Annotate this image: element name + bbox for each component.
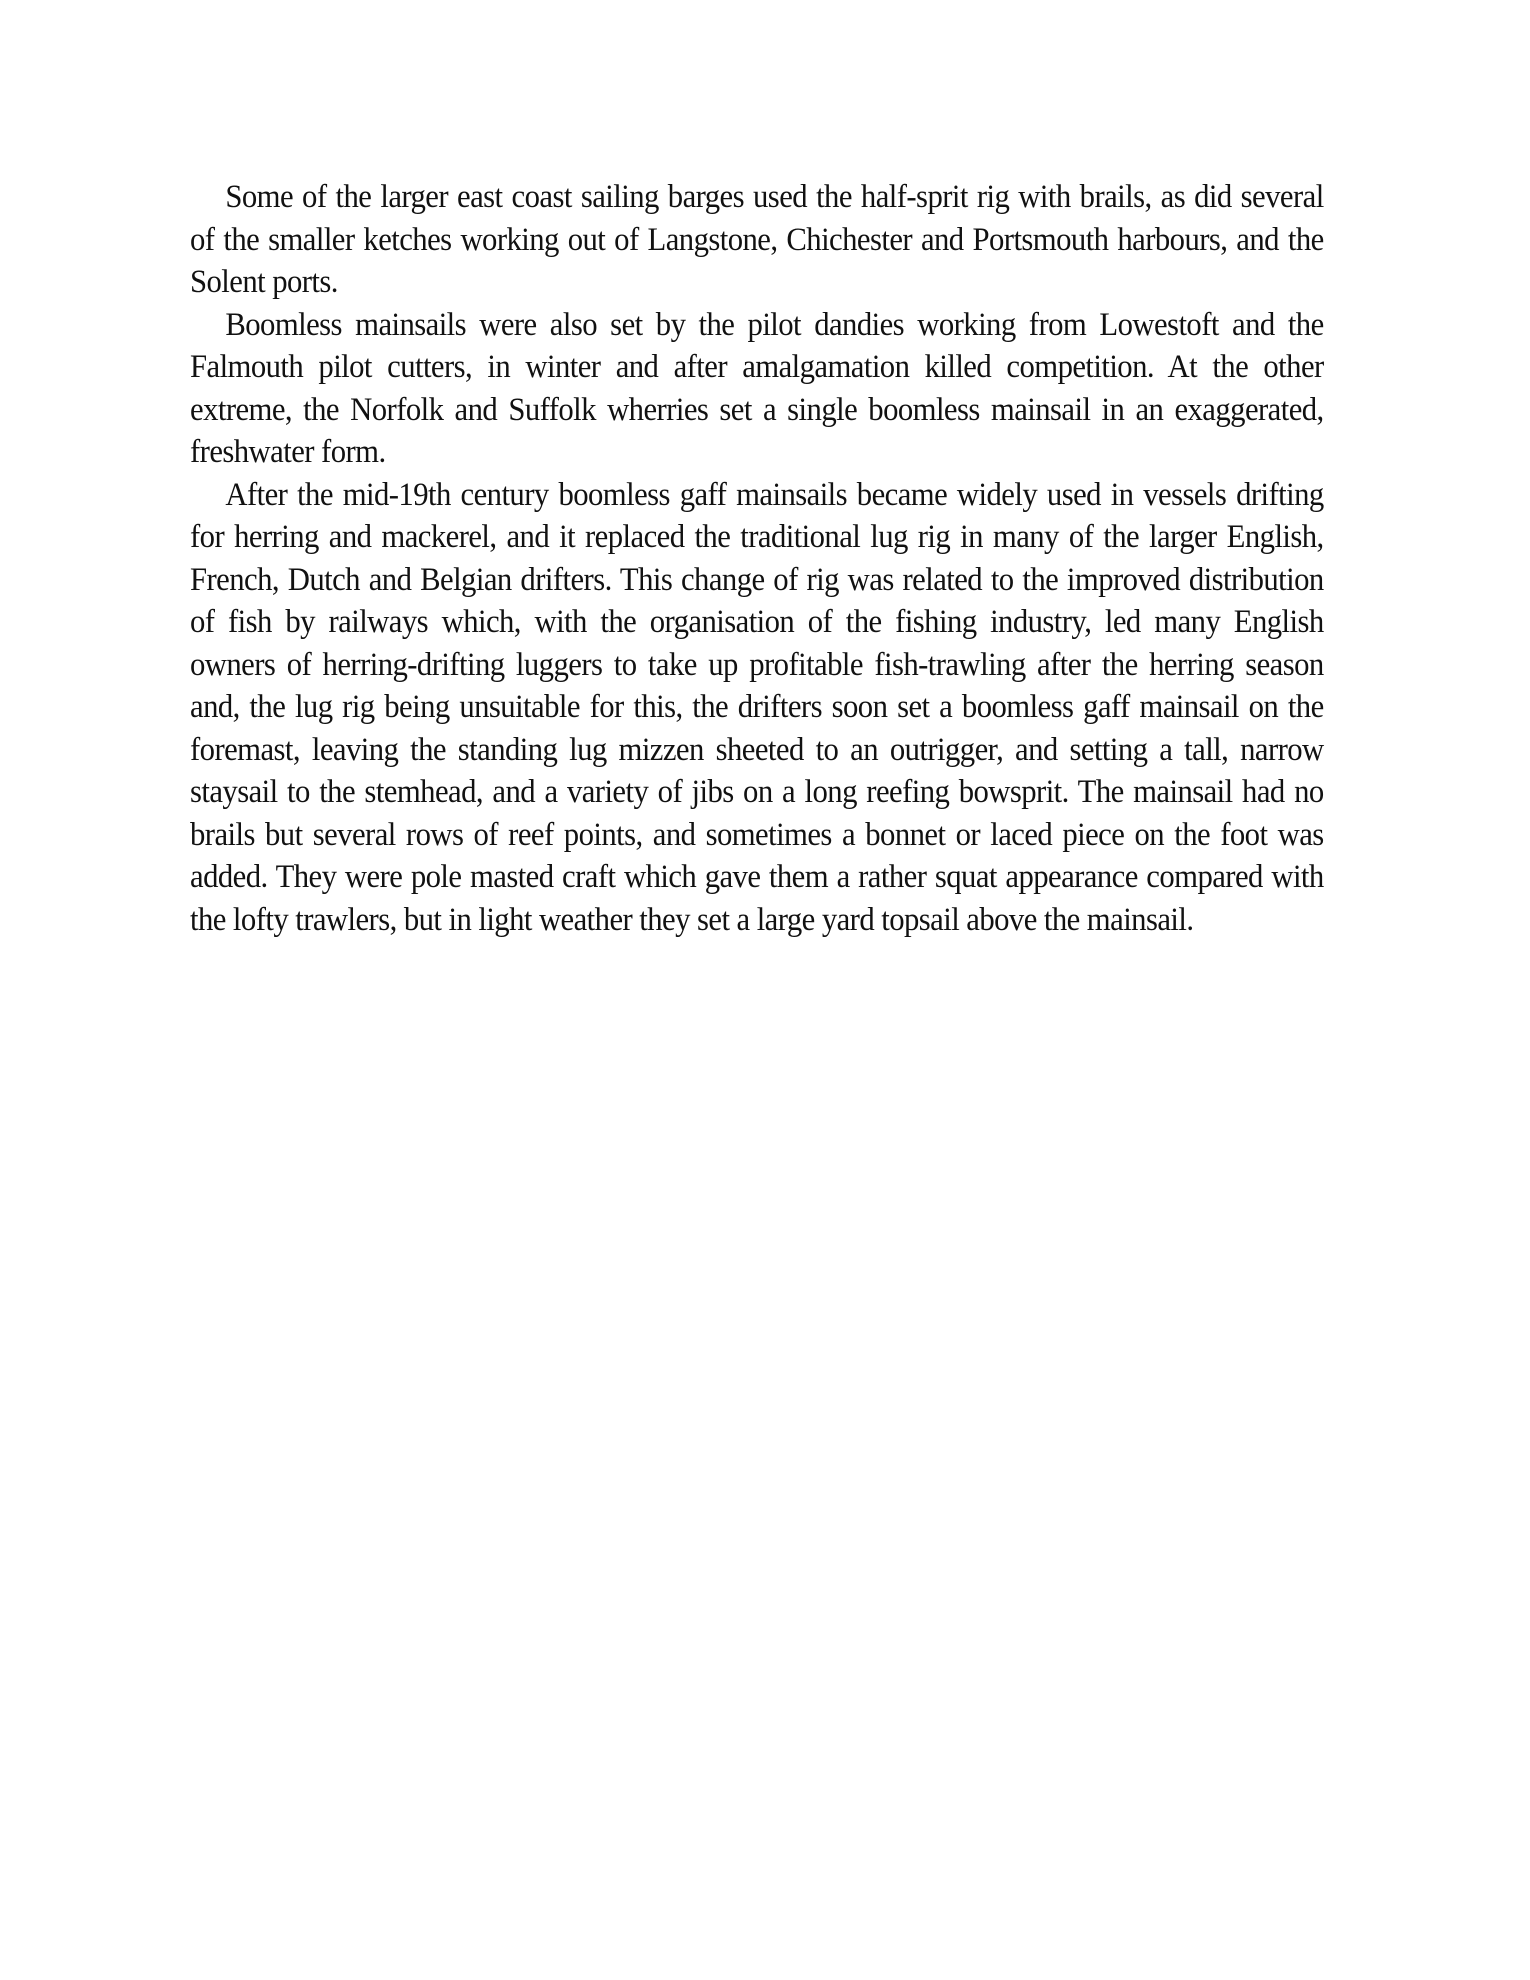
paragraph-sailing-barges: Some of the larger east coast sailing barges used the half-sprit rig with brails, as did several of the smaller ketches working out of Langstone, Chichester and Portsmouth harbours, and the Solent ports. xyxy=(190,179,1324,300)
text-body xyxy=(190,176,1324,941)
document-page xyxy=(190,176,1324,941)
paragraph-boomless-mainsails: Boomless mainsails were also set by the pilot dandies working from Lowestoft and the Falmouth pilot cutters, in winter and after amalgamation killed competition. At the other extreme, the Norfolk and Suffolk wherries set a single boomless mainsail in an exaggerated, freshwater form. xyxy=(190,306,1324,470)
paragraph-gaff-mainsails-drifters: After the mid-19th century boomless gaff mainsails became widely used in vessels drifting for herring and mackerel, and it replaced the traditional lug rig in many of the larger English, French, Dutch and Belgian drifters. This change of rig was related to the improved distribution of fish by railways which, with the organisation of the fishing industry, led many English owners of herring-drifting luggers to take up profitable fish-trawling after the herring season and, the lug rig being unsuitable for this, the drifters soon set a boomless gaff mainsail on the foremast, leaving the standing lug mizzen sheeted to an outrigger, and setting a tall, narrow staysail to the stemhead, and a variety of jibs on a long reefing bowsprit. The mainsail had no brails but several rows of reef points, and sometimes a bonnet or laced piece on the foot was added. They were pole masted craft which gave them a rather squat appearance compared with the lofty trawlers, but in light weather they set a large yard topsail above the mainsail. xyxy=(190,476,1324,938)
